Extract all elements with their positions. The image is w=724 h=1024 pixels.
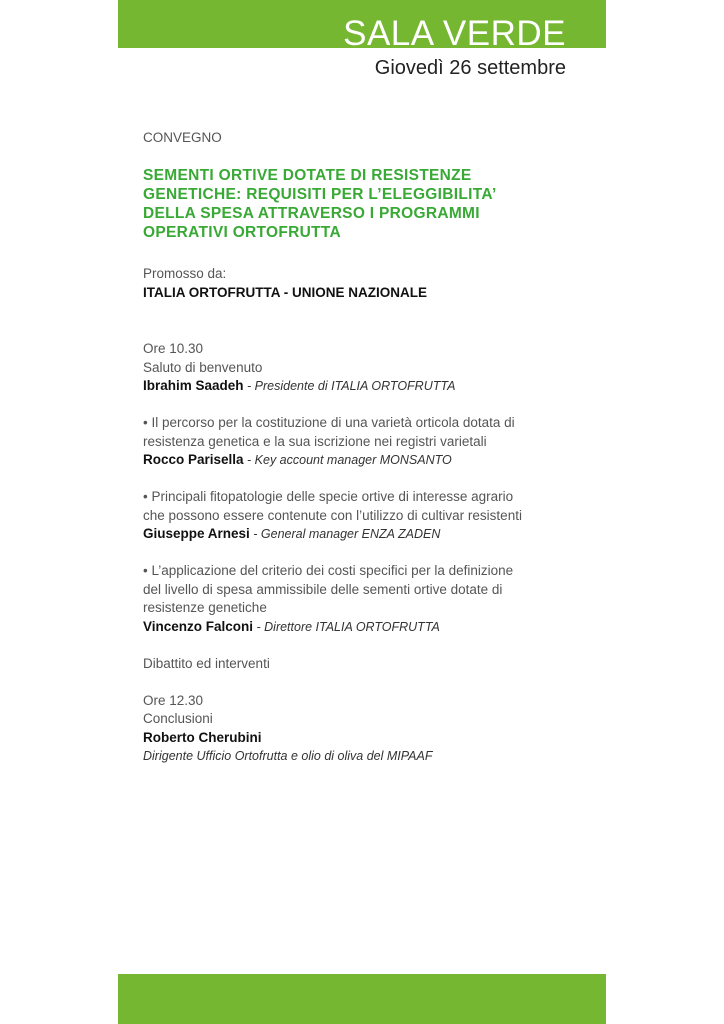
- program-content: [143, 128, 583, 766]
- talk-block-3: [143, 562, 583, 636]
- talk-text-line: resistenze genetiche: [143, 600, 267, 615]
- event-title: [143, 166, 583, 242]
- welcome-speaker-line: [143, 377, 583, 396]
- room-title: SALA VERDE: [343, 14, 566, 53]
- debate-block: [143, 655, 583, 674]
- event-title-line: GENETICHE: REQUISITI PER L’ELEGGIBILITA’: [143, 186, 497, 203]
- event-title-line: SEMENTI ORTIVE DOTATE DI RESISTENZE: [143, 167, 472, 184]
- event-title-line: OPERATIVI ORTOFRUTTA: [143, 224, 342, 241]
- debate-label: Dibattito ed interventi: [143, 655, 270, 671]
- event-date: Giovedì 26 settembre: [374, 57, 566, 79]
- conclusions-block: [143, 692, 583, 766]
- talk-text-line: del livello di spesa ammissibile delle sementi ortive dotate di: [143, 581, 503, 597]
- speaker-role: - Direttore ITALIA ORTOFRUTTA: [253, 619, 440, 634]
- speaker-name: Roberto Cherubini: [143, 729, 262, 745]
- talk-speaker-line: [143, 451, 583, 470]
- talk-text-line: resistenza genetica e la sua iscrizione nei registri varietali: [143, 433, 487, 449]
- talk-block-1: [143, 414, 583, 470]
- welcome-block: [143, 340, 583, 396]
- conclusions-time: Ore 12.30: [143, 692, 204, 708]
- speaker-name: Rocco Parisella: [143, 452, 244, 467]
- speaker-name: Vincenzo Falconi: [143, 618, 254, 634]
- speaker-role: - General manager ENZA ZADEN: [249, 527, 441, 541]
- conclusions-label: Conclusioni: [143, 711, 213, 726]
- talk-text-line: che possono essere contenute con l’utilizzo di cultivar resistenti: [143, 507, 522, 523]
- speaker-role: - Key account manager MONSANTO: [243, 453, 452, 467]
- speaker-name: Ibrahim Saadeh: [143, 378, 244, 393]
- bottom-green-band: [118, 974, 606, 1024]
- speaker-role: Dirigente Ufficio Ortofrutta e olio di oliva del MIPAAF: [143, 749, 433, 763]
- event-type: CONVEGNO: [143, 130, 222, 145]
- talk-speaker-line: [143, 525, 583, 544]
- talk-text-line: • Principali fitopatologie delle specie ortive di interesse agrario: [143, 489, 514, 504]
- welcome-label: Saluto di benvenuto: [143, 359, 263, 375]
- talk-text-line: • Il percorso per la costituzione di una varietà orticola dotata di: [143, 415, 515, 430]
- speaker-role: - Presidente di ITALIA ORTOFRUTTA: [243, 379, 456, 393]
- event-title-line: DELLA SPESA ATTRAVERSO I PROGRAMMI: [143, 205, 480, 222]
- talk-speaker-line: [143, 618, 583, 637]
- talk-block-2: [143, 488, 583, 544]
- speaker-name: Giuseppe Arnesi: [143, 526, 250, 541]
- promoter-name: ITALIA ORTOFRUTTA - UNIONE NAZIONALE: [143, 285, 427, 300]
- welcome-time: Ore 10.30: [143, 341, 204, 356]
- promoter-label: Promosso da:: [143, 266, 227, 281]
- talk-text-line: • L’applicazione del criterio dei costi specifici per la definizione: [143, 563, 514, 578]
